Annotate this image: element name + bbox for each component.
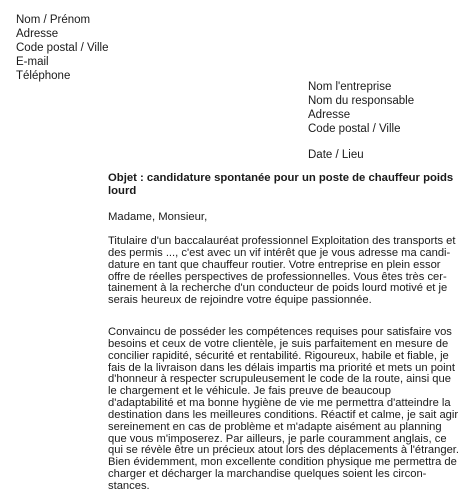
recipient-block (308, 80, 414, 136)
paragraph-line: Convaincu de posséder les compétences requises pour satisfaire vos (108, 326, 452, 338)
paragraph-line: destination dans les meilleures conditions. Réactif et calme, je sait agir (108, 408, 459, 421)
subject-line-1: Objet : candidature spontanée pour un poste de chauffeur poids (108, 172, 454, 184)
paragraph-line: sereinement en cas de problème et m'adapte aisément au planning (108, 420, 442, 433)
paragraph-line: le chargement et le véhicule. Je fais preuve de beaucoup (108, 385, 391, 398)
paragraph-line: que vous m'imposerez. Par ailleurs, je parle couramment anglais, ce (108, 432, 447, 445)
recipient-address: Adresse (308, 109, 351, 121)
recipient-manager: Nom du responsable (308, 95, 415, 107)
salutation: Madame, Monsieur, (108, 211, 208, 223)
paragraph-line: d'adaptabilité et ma bonne hygiène de vie me permettra d'atteindre la (108, 397, 451, 410)
paragraph-introduction (108, 236, 456, 307)
paragraph-line: dature en tant que chauffeur routier. Votre entreprise en plein essor (108, 258, 441, 271)
sender-address: Adresse (16, 28, 59, 40)
sender-postal-city: Code postal / Ville (16, 42, 109, 54)
paragraph-line: des permis ..., c'est avec un vif intérêt que je vous adresse ma candi- (108, 246, 451, 259)
sender-block (16, 13, 108, 83)
paragraph-line: serais heureux de rejoindre votre équipe passionnée. (108, 294, 372, 307)
date-place: Date / Lieu (308, 149, 364, 161)
paragraph-line: stances. (108, 479, 150, 492)
paragraph-line: offre de réelles perspectives de professionnelles. Vous êtes très cer- (108, 270, 447, 283)
paragraph-skills (108, 327, 459, 493)
paragraph-line: d'honneur à respecter scrupuleusement le code de la route, ainsi que (108, 373, 451, 386)
sender-phone: Téléphone (16, 70, 71, 82)
paragraph-line: fais de la livraison dans les délais impartis ma priorité et mets un point (108, 361, 455, 374)
paragraph-line: besoins et ceux de votre clientèle, je suis parfaitement en mesure de (108, 337, 449, 350)
recipient-company: Nom l'entreprise (308, 81, 392, 93)
paragraph-line: charger et décharger la marchandise quelques soient les circon- (108, 468, 427, 481)
subject-line (108, 172, 453, 198)
paragraph-line: tainement à la recherche d'un conducteur de poids lourd motivé et je (108, 282, 448, 295)
recipient-postal-city: Code postal / Ville (308, 123, 401, 135)
paragraph-line: concilier rapidité, sécurité et rentabilité. Rigoureux, habile et fiable, je (108, 349, 449, 362)
subject-line-2: lourd (108, 185, 137, 197)
sender-email: E-mail (16, 56, 49, 68)
paragraph-line: Titulaire d'un baccalauréat professionnel Exploitation des transports et (108, 235, 456, 247)
sender-name: Nom / Prénom (16, 14, 91, 26)
paragraph-line: Bien évidemment, mon excellente condition physique me permettra de (108, 456, 457, 469)
paragraph-line: qui se révèle être un précieux atout lors des déplacements à l'étranger. (108, 444, 460, 457)
